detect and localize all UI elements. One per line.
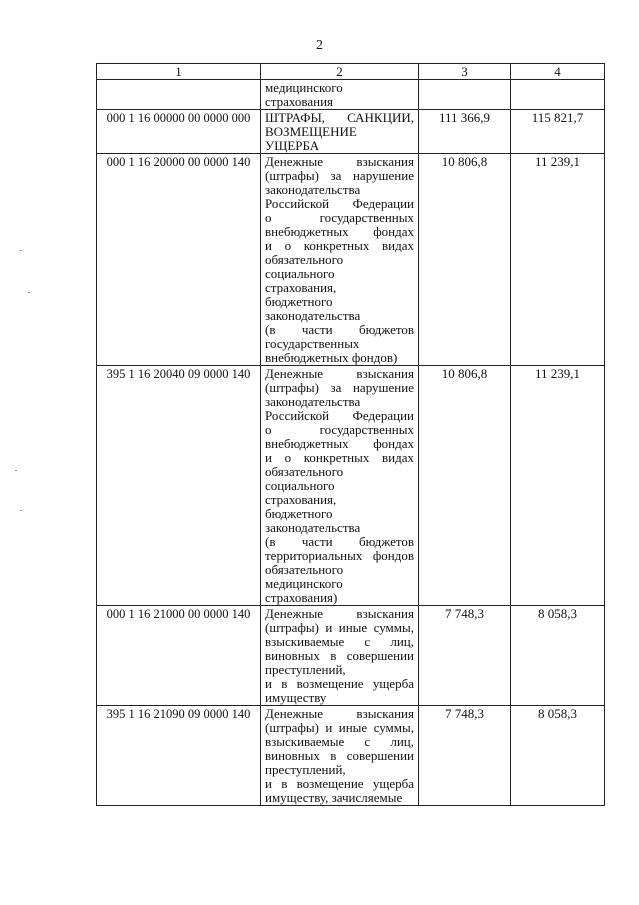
income-name-line: виновных в совершении [265, 748, 414, 763]
table-row [97, 110, 605, 154]
column-header-2: 2 [261, 64, 419, 80]
income-name-line: страхования, [265, 280, 337, 295]
budget-code-cell [97, 80, 261, 110]
table-row [97, 154, 605, 366]
income-name-line: страхования [265, 94, 334, 109]
scan-speck [15, 470, 17, 471]
income-name-line: законодательства [265, 182, 361, 197]
header-row [97, 64, 605, 80]
income-name-line: (штрафы) и иные суммы, [265, 720, 414, 735]
income-name-line: страхования) [265, 590, 338, 605]
income-name-line: Денежные взыскания [265, 606, 414, 621]
column-header-3: 3 [419, 64, 511, 80]
income-name-line: (штрафы) и иные суммы, [265, 620, 414, 635]
amount-col3-cell: 111 366,9 [419, 110, 511, 154]
budget-code-cell: 395 1 16 21090 09 0000 140 [97, 706, 261, 806]
amount-col3-cell: 7 748,3 [419, 606, 511, 706]
income-name-line: имуществу, зачисляемые [265, 790, 403, 805]
income-name-line: Российской Федерации [265, 196, 414, 211]
scan-speck [20, 250, 22, 251]
table-row [97, 80, 605, 110]
income-name-line: Российской Федерации [265, 408, 414, 423]
amount-col3-cell: 7 748,3 [419, 706, 511, 806]
column-header-1: 1 [97, 64, 261, 80]
budget-code-cell: 000 1 16 20000 00 0000 140 [97, 154, 261, 366]
income-name-line: и в возмещение ущерба [265, 676, 414, 691]
income-name-line: УЩЕРБА [265, 138, 320, 153]
income-name-line: преступлений, [265, 662, 346, 677]
amount-col4-cell [511, 80, 605, 110]
income-name-line: законодательства [265, 394, 361, 409]
budget-code-cell: 395 1 16 20040 09 0000 140 [97, 366, 261, 606]
income-name-line: виновных в совершении [265, 648, 414, 663]
table-row [97, 366, 605, 606]
table-body [97, 80, 605, 806]
income-name-line: (штрафы) за нарушение [265, 380, 414, 395]
income-name-line: Денежные взыскания [265, 706, 414, 721]
income-name-line: преступлений, [265, 762, 346, 777]
income-name-line: страхования, [265, 492, 337, 507]
income-name-line: (в части бюджетов [265, 534, 414, 549]
income-name-line: и о конкретных видах [265, 450, 414, 465]
income-name-cell [261, 154, 419, 366]
amount-col3-cell [419, 80, 511, 110]
table-row [97, 706, 605, 806]
budget-code-cell: 000 1 16 00000 00 0000 000 [97, 110, 261, 154]
income-name-line: бюджетного [265, 294, 333, 309]
income-name-cell [261, 706, 419, 806]
income-name-cell [261, 110, 419, 154]
income-name-line: (штрафы) за нарушение [265, 168, 414, 183]
amount-col4-cell: 115 821,7 [511, 110, 605, 154]
income-name-line: внебюджетных фондах [265, 436, 414, 451]
income-name-line: обязательного [265, 252, 344, 267]
income-name-line: внебюджетных фондах [265, 224, 414, 239]
income-name-cell [261, 366, 419, 606]
income-name-line: медицинского [265, 576, 343, 591]
income-name-line: бюджетного [265, 506, 333, 521]
income-name-line: социального [265, 478, 335, 493]
income-name-line: внебюджетных фондов) [265, 350, 398, 365]
income-name-line: о государственных [265, 422, 414, 437]
income-name-cell [261, 606, 419, 706]
budget-code-cell: 000 1 16 21000 00 0000 140 [97, 606, 261, 706]
income-name-line: имуществу [265, 690, 327, 705]
income-name-line: и в возмещение ущерба [265, 776, 414, 791]
amount-col4-cell: 8 058,3 [511, 706, 605, 806]
amount-col4-cell: 11 239,1 [511, 366, 605, 606]
income-name-line: взыскиваемые с лиц, [265, 734, 414, 749]
amount-col3-cell: 10 806,8 [419, 154, 511, 366]
budget-table [96, 63, 605, 806]
scan-speck [20, 510, 22, 511]
income-name-line: законодательства [265, 308, 361, 323]
table-row [97, 606, 605, 706]
income-name-line: и о конкретных видах [265, 238, 414, 253]
income-name-line: социального [265, 266, 335, 281]
income-name-line: территориальных фондов [265, 548, 414, 563]
income-name-line: ШТРАФЫ, САНКЦИИ, [265, 110, 414, 125]
income-name-line: законодательства [265, 520, 361, 535]
column-header-4: 4 [511, 64, 605, 80]
income-name-line: о государственных [265, 210, 414, 225]
income-name-line: Денежные взыскания [265, 154, 414, 169]
income-name-cell [261, 80, 419, 110]
page-number: 2 [316, 38, 323, 53]
income-name-line: взыскиваемые с лиц, [265, 634, 414, 649]
income-name-line: медицинского [265, 80, 343, 95]
amount-col3-cell: 10 806,8 [419, 366, 511, 606]
income-name-line: ВОЗМЕЩЕНИЕ [265, 124, 357, 139]
income-name-line: обязательного [265, 464, 344, 479]
amount-col4-cell: 11 239,1 [511, 154, 605, 366]
income-name-line: государственных [265, 336, 360, 351]
scan-speck [28, 292, 30, 293]
income-name-line: Денежные взыскания [265, 366, 414, 381]
income-name-line: обязательного [265, 562, 344, 577]
amount-col4-cell: 8 058,3 [511, 606, 605, 706]
income-name-line: (в части бюджетов [265, 322, 414, 337]
